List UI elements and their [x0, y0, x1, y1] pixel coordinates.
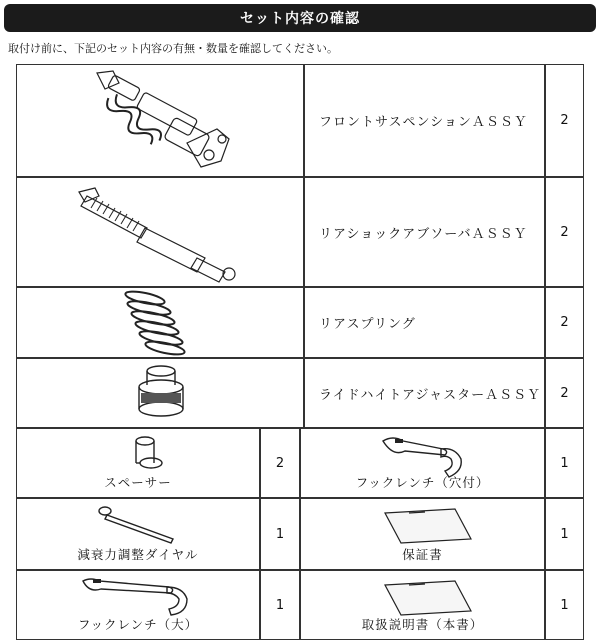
rear-shock-image	[16, 177, 304, 287]
item-label: 減衰力調整ダイヤル	[77, 547, 199, 562]
item-qty: 1	[545, 570, 584, 640]
row-name: リアスプリング	[304, 287, 545, 358]
instruction-manual-cell	[300, 570, 545, 640]
ride-height-adjuster-image	[16, 358, 304, 428]
row-qty: 2	[545, 358, 584, 428]
item-qty: 1	[545, 498, 584, 570]
row-name: ライドハイトアジャスターＡＳＳＹ	[304, 358, 545, 428]
item-label: フックレンチ（穴付）	[355, 475, 490, 490]
item-label: 保証書	[402, 547, 443, 562]
item-label: フックレンチ（大）	[77, 617, 199, 632]
item-qty: 1	[260, 498, 300, 570]
instruction-text: 取付け前に、下記のセット内容の有無・数量を確認してください。	[8, 42, 338, 55]
item-qty: 1	[260, 570, 300, 640]
hook-wrench-holed-cell	[300, 428, 545, 498]
hook-wrench-large-cell	[16, 570, 260, 640]
section-title: セット内容の確認	[240, 11, 360, 27]
damping-dial-cell	[16, 498, 260, 570]
row-qty: 2	[545, 64, 584, 177]
front-suspension-image	[16, 64, 304, 177]
section-header	[4, 4, 596, 32]
item-label: 取扱説明書（本書）	[361, 617, 484, 632]
row-name: リアショックアブソーバＡＳＳＹ	[304, 177, 545, 287]
row-qty: 2	[545, 177, 584, 287]
warranty-card-cell	[300, 498, 545, 570]
rear-spring-image	[16, 287, 304, 358]
item-qty: 2	[260, 428, 300, 498]
item-label: スペーサー	[104, 475, 172, 490]
item-qty: 1	[545, 428, 584, 498]
spacer-cell	[16, 428, 260, 498]
row-qty: 2	[545, 287, 584, 358]
row-name: フロントサスペンションＡＳＳＹ	[304, 64, 545, 177]
